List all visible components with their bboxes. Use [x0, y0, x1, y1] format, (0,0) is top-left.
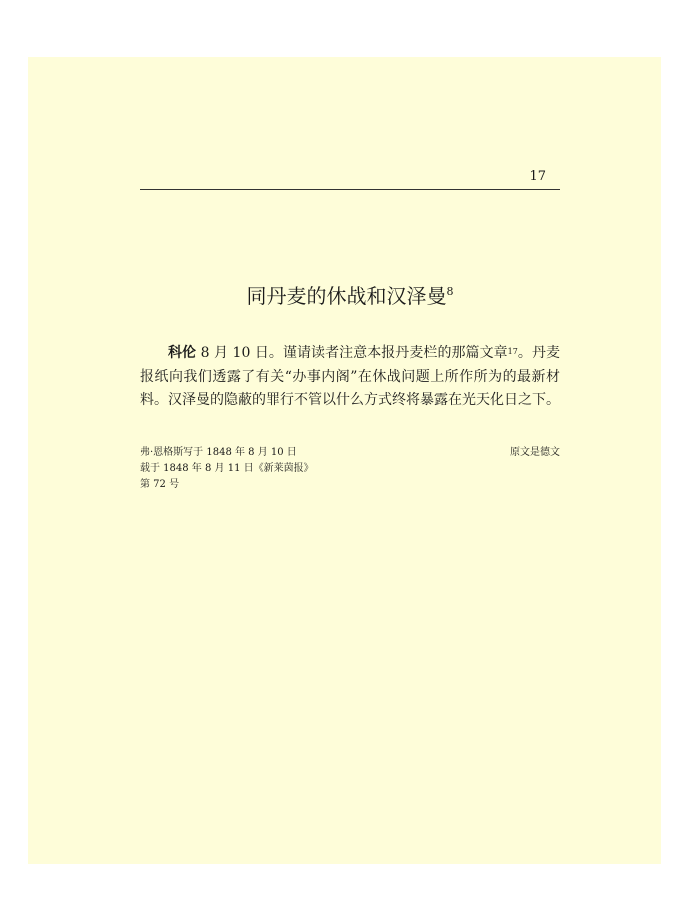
dateline-place: 科伦 [168, 345, 197, 361]
source-line-2: 载于 1848 年 8 月 11 日《新莱茵报》 [140, 463, 314, 474]
source-line-3: 第 72 号 [140, 479, 180, 490]
source-note [140, 445, 560, 493]
page-number: 17 [529, 169, 546, 184]
article-title [140, 283, 560, 309]
article-body [140, 342, 560, 413]
original-language-note: 原文是德文 [510, 447, 560, 458]
page-header [140, 169, 560, 190]
source-line-1: 弗·恩格斯写于 1848 年 8 月 10 日 [140, 447, 297, 458]
title-text: 同丹麦的休战和汉泽曼 [246, 284, 447, 308]
title-note-ref: 8 [446, 285, 454, 298]
book-page [28, 57, 661, 864]
body-text-part1: 8 月 10 日。谨请读者注意本报丹麦栏的那篇文章 [196, 345, 508, 361]
body-note-ref: 17 [507, 347, 518, 356]
body-text-part2: 。丹麦报纸向我们透露了有关“办事内阁”在休战问题上所作所为的最新材料。汉泽曼的隐蔽的罪行不管以什么方式终将暴露在光天化日之下。 [140, 345, 560, 408]
